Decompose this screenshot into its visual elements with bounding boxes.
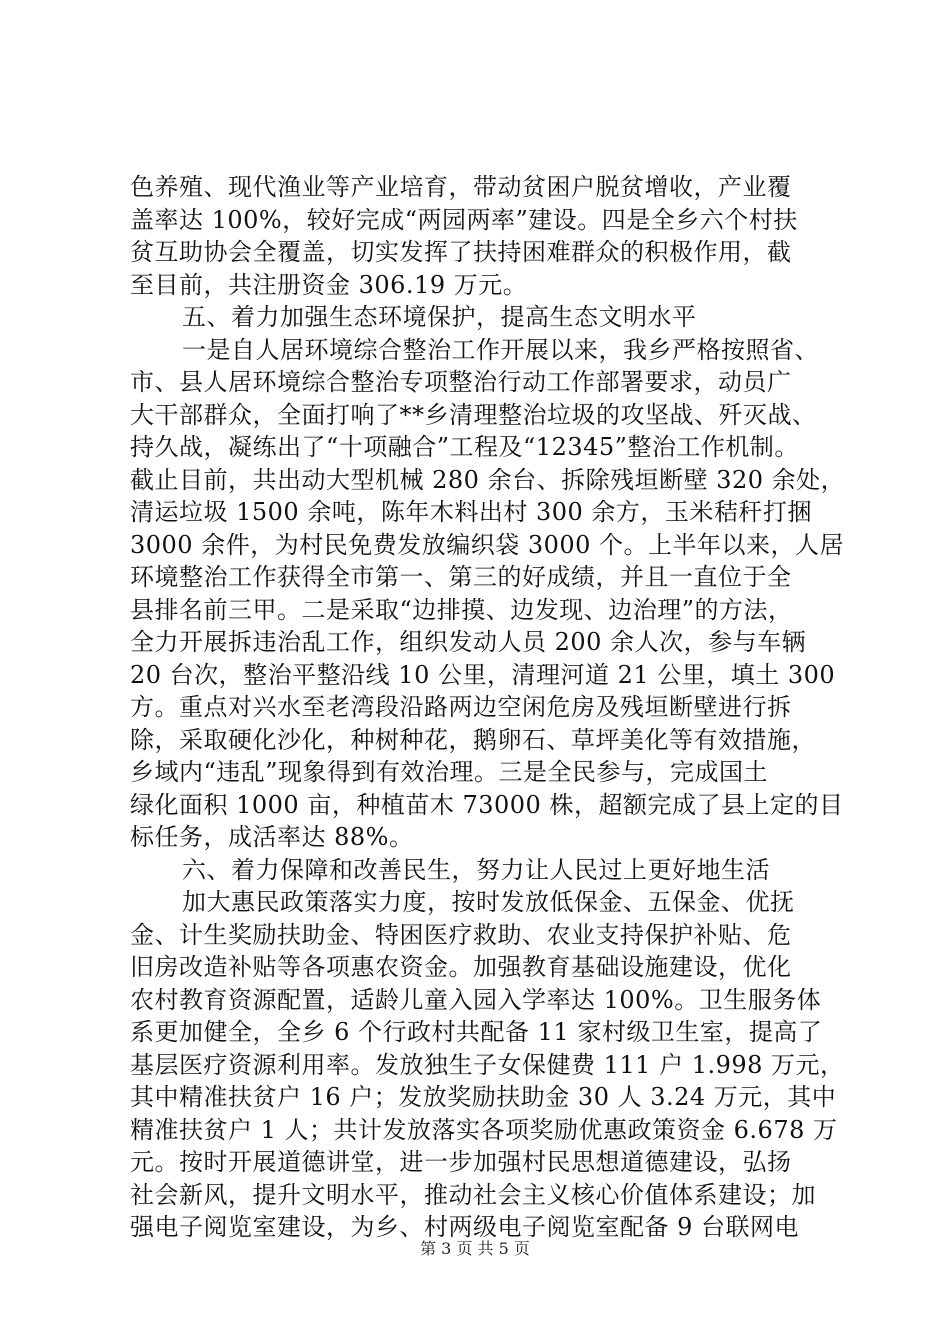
- body-text-line: 加大惠民政策落实力度，按时发放低保金、五保金、优抚: [182, 888, 795, 916]
- body-text-line: 标任务，成活率达 88%。: [130, 823, 414, 851]
- body-text-line: 县排名前三甲。二是采取“边排摸、边发现、边治理”的方法，: [130, 595, 793, 624]
- body-text-line: 方。重点对兴水至老湾段沿路两边空闲危房及残垣断壁进行拆: [130, 693, 792, 721]
- body-text-line: 其中精准扶贫户 16 户；发放奖励扶助金 30 人 3.24 万元，其中: [130, 1083, 837, 1111]
- body-text-line: 色养殖、现代渔业等产业培育，带动贫困户脱贫增收，产业覆: [130, 173, 792, 201]
- page-number-footer: 第 3 页 共 5 页: [420, 1239, 530, 1258]
- body-text-line: 强电子阅览室建设，为乡、村两级电子阅览室配备 9 台联网电: [130, 1213, 800, 1241]
- body-text-line: 市、县人居环境综合整治专项整治行动工作部署要求，动员广: [130, 368, 792, 396]
- body-text-line: 社会新风，提升文明水平，推动社会主义核心价值体系建设；加: [130, 1180, 816, 1209]
- body-text-line: 3000 余件，为村民免费发放编织袋 3000 个。上半年以来，人居: [130, 530, 845, 559]
- body-text-line: 盖率达 100%，较好完成“两园两率”建设。四是全乡六个村扶: [130, 205, 798, 234]
- body-text-line: 截止目前，共出动大型机械 280 余台、拆除残垣断壁 320 余处，: [130, 465, 846, 494]
- section-heading: 五、着力加强生态环境保护，提高生态文明水平: [182, 303, 697, 331]
- body-text-line: 环境整治工作获得全市第一、第三的好成绩，并且一直位于全: [130, 563, 792, 591]
- body-text-line: 农村教育资源配置，适龄儿童入园入学率达 100%。卫生服务体: [130, 985, 822, 1014]
- body-text-line: 持久战，凝练出了“十项融合”工程及“12345”整治工作机制。: [130, 433, 799, 461]
- body-text-line: 系更加健全，全乡 6 个行政村共配备 11 家村级卫生室，提高了: [130, 1018, 823, 1046]
- body-text-line: 金、计生奖励扶助金、特困医疗救助、农业支持保护补贴、危: [130, 920, 792, 949]
- body-text-line: 贫互助协会全覆盖，切实发挥了扶持困难群众的积极作用，截: [130, 238, 792, 266]
- section-heading: 六、着力保障和改善民生，努力让人民过上更好地生活: [182, 855, 770, 884]
- body-text-line: 元。按时开展道德讲堂，进一步加强村民思想道德建设，弘扬: [130, 1148, 792, 1176]
- body-text-line: 绿化面积 1000 亩，种植苗木 73000 株，超额完成了县上定的目: [130, 790, 844, 819]
- body-text-line: 全力开展拆违治乱工作，组织发动人员 200 余人次，参与车辆: [130, 628, 807, 656]
- body-text-line: 至目前，共注册资金 306.19 万元。: [130, 270, 528, 299]
- body-text-line: 一是自人居环境综合整治工作开展以来，我乡严格按照省、: [182, 335, 819, 364]
- body-text-line: 精准扶贫户 1 人；共计发放落实各项奖励优惠政策资金 6.678 万: [130, 1115, 838, 1144]
- body-text-line: 清运垃圾 1500 余吨，陈年木料出村 300 余方，玉米秸秆打捆: [130, 498, 812, 526]
- body-text-line: 旧房改造补贴等各项惠农资金。加强教育基础设施建设，优化: [130, 953, 792, 981]
- body-text-line: 大干部群众，全面打响了**乡清理整治垃圾的攻坚战、歼灭战、: [130, 400, 817, 429]
- body-text-line: 基层医疗资源利用率。发放独生子女保健费 111 户 1.998 万元，: [130, 1050, 845, 1079]
- body-text-line: 20 台次，整治平整沿线 10 公里，清理河道 21 公里，填土 300: [130, 660, 836, 689]
- body-text-line: 除，采取硬化沙化，种树种花，鹅卵石、草坪美化等有效措施，: [130, 725, 816, 754]
- body-text-line: 乡域内“违乱”现象得到有效治理。三是全民参与，完成国土: [130, 758, 769, 786]
